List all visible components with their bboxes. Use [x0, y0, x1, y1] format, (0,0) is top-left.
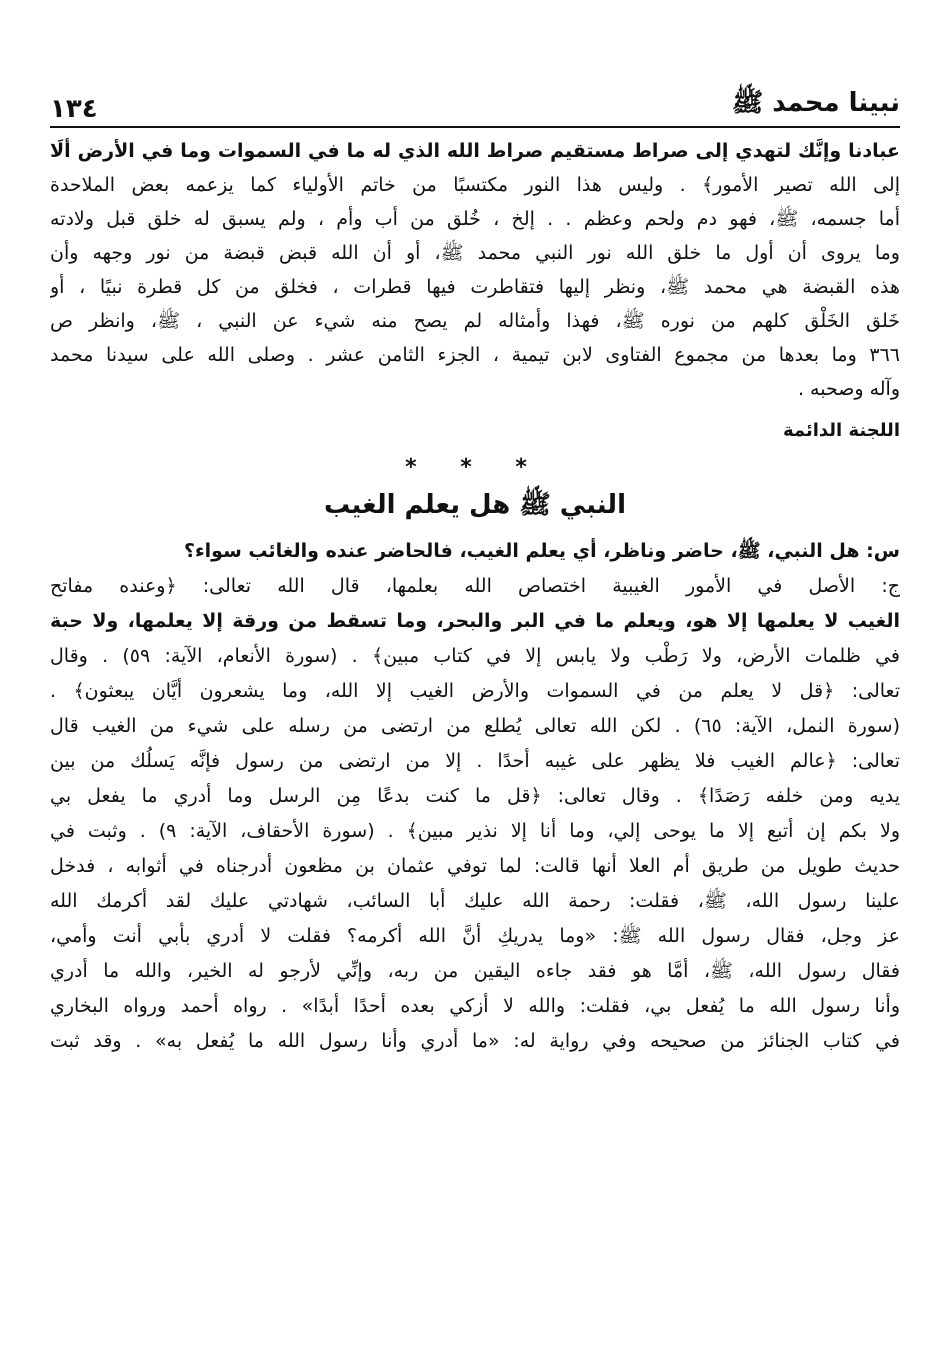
answer [50, 569, 900, 1059]
running-header [50, 90, 900, 128]
section-title: النبي ﷺ هل يعلم الغيب [324, 490, 626, 520]
text-line: عبادنا وإنَّك لتهدي إلى صراط مستقيم صراط الله الذي له ما في السموات وما في الأرض ألَا [50, 140, 900, 162]
answer-line: حديث طويل من طريق أم العلا أنها قالت: لما توفي عثمان بن مظعون أدرجناه في أثوابه ، فدخل [50, 855, 900, 877]
running-title: نبينا محمد ﷺ [731, 88, 900, 118]
continuation-paragraph [50, 134, 900, 406]
section-separator: * * * [405, 455, 545, 480]
answer-line: وأنا رسول الله ما يُفعل بي، فقلت: والله لا أزكي بعده أحدًا أبدًا» . رواه أحمد ورواه البخاري [50, 995, 900, 1017]
text-line: ٣٦٦ وما بعدها من مجموع الفتاوى لابن تيمية ، الجزء الثامن عشر . وصلى الله على سيدنا محمد [50, 344, 900, 366]
answer-line: ولا بكم إن أتبع إلا ما يوحى إلي، وما أنا إلا نذير مبين﴾ . (سورة الأحقاف، الآية: ٩) . وثبت في [50, 820, 900, 842]
answer-line: عز وجل، فقال رسول الله ﷺ: «وما يدريكِ أنَّ الله أكرمه؟ فقلت لا أدري بأبي أنت وأمي، [50, 925, 900, 947]
answer-line: في ظلمات الأرض، ولا رَطْب ولا يابس إلا في كتاب مبين﴾ . (سورة الأنعام، الآية: ٥٩) . وقال [50, 645, 900, 667]
answer-line: تعالى: ﴿عالم الغيب فلا يظهر على غيبه أحدًا . إلا من ارتضى من رسول فإنَّه يَسلُك من بين [50, 750, 900, 772]
text-line: وما يروى أن أول ما خلق الله نور النبي محمد ﷺ، أو أن الله قبض قبضة من نور وجهه وأن [50, 242, 900, 264]
signature: اللجنة الدائمة [782, 420, 900, 441]
question [50, 534, 900, 569]
answer-line: تعالى: ﴿قل لا يعلم من في السموات والأرض الغيب إلا الله، وما يشعرون أيَّان يبعثون﴾ . [50, 680, 900, 702]
answer-line: فقال رسول الله، ﷺ، أمَّا هو فقد جاءه اليقين من ربه، وإنِّي لأرجو له الخير، والله ما أدري [50, 960, 900, 982]
text-line: إلى الله تصير الأمور﴾ . وليس هذا النور مكتسبًا من خاتم الأولياء كما يزعمه بعض الملاحدة [50, 174, 900, 196]
question-line: س: هل النبي، ﷺ، حاضر وناظر، أي يعلم الغيب، فالحاضر عنده والغائب سواء؟ [183, 540, 900, 562]
answer-line: الغيب لا يعلمها إلا هو، ويعلم ما في البر والبحر، وما تسقط من ورقة إلا يعلمها، ولا حبة [50, 610, 900, 632]
text-line: خَلق الخَلْق كلهم من نوره ﷺ، فهذا وأمثاله لم يصح منه شيء عن النبي ، ﷺ، وانظر ص [50, 310, 900, 332]
answer-line: ج: الأصل في الأمور الغيبية اختصاص الله بعلمها، قال الله تعالى: ﴿وعنده مفاتح [50, 575, 900, 597]
answer-line: في كتاب الجنائز من صحيحه وفي رواية له: «ما أدري وأنا رسول الله ما يُفعل به» . وقد ثبت [50, 1030, 900, 1052]
answer-line: علينا رسول الله، ﷺ، فقلت: رحمة الله عليك أبا السائب، شهادتي عليك لقد أكرمك الله [50, 890, 900, 912]
answer-line: يديه ومن خلفه رَصَدًا﴾ . وقال تعالى: ﴿قل ما كنت بدعًا مِن الرسل وما أدري ما يفعل بي [50, 785, 900, 807]
page-number: ١٣٤ [50, 94, 98, 124]
text-line: وآله وصحبه . [797, 378, 900, 400]
book-page [50, 90, 900, 1340]
text-line: هذه القبضة هي محمد ﷺ، ونظر إليها فتقاطرت فيها قطرات ، فخلق من كل قطرة نبيًا ، أو [50, 276, 900, 298]
text-line: أما جسمه، ﷺ، فهو دم ولحم وعظم . . إلخ ، خُلق من أب وأم ، ولم يسبق له خلق قبل ولادته [50, 208, 900, 230]
answer-line: (سورة النمل، الآية: ٦٥) . لكن الله تعالى يُطلع من ارتضى من رسله على شيء من الغيب قال [50, 715, 900, 737]
